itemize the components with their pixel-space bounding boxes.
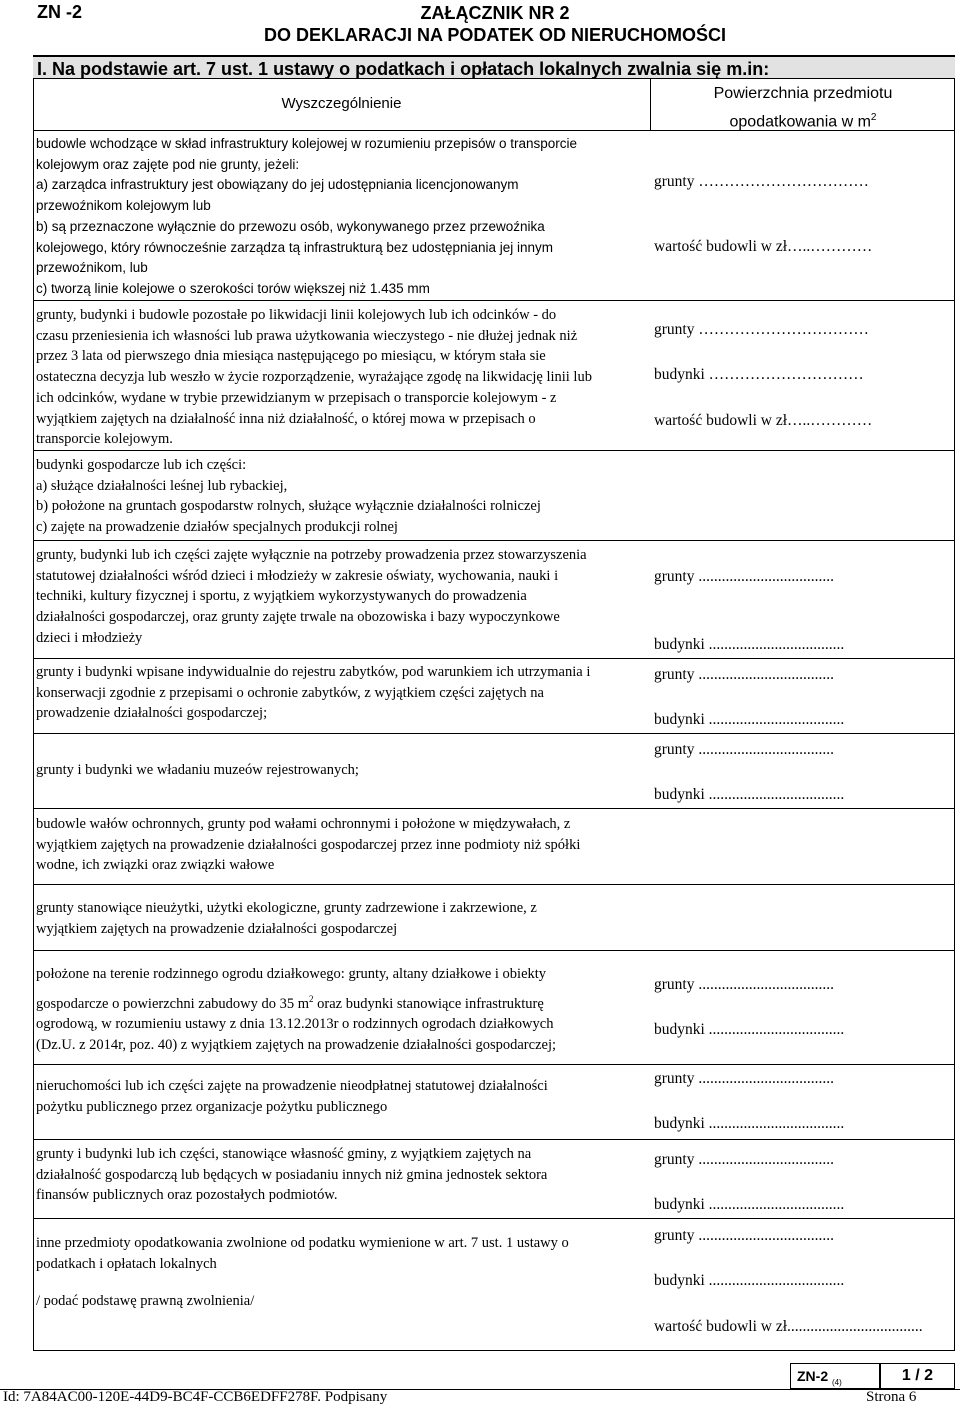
row-line: kolejowego, który równocześnie zarządza tą infrastrukturą bez udostępniania jej innym xyxy=(36,239,554,255)
field-grunty[interactable]: grunty ................................... xyxy=(654,976,834,993)
row-line: działalności gospodarczej, oraz grunty zajęte trwale na obozowiska i bazy wypoczynkowe xyxy=(36,609,560,626)
row-line: (Dz.U. z 2014r, poz. 40) z wyjątkiem zajętych na prowadzenie działalności gospodarczej; xyxy=(36,1036,557,1053)
row-divider xyxy=(33,1218,955,1219)
row-line: działalność gospodarczą lub będących w posiadaniu innych niż gmina jednostek sektora xyxy=(36,1166,548,1183)
footer-form-code xyxy=(790,1363,880,1389)
row-line: przez 3 lata od pierwszego dnia miesiąca następującego po miesiącu, w którym stała sie xyxy=(36,348,546,365)
field-budynki[interactable]: budynki ................................... xyxy=(654,1115,845,1132)
row-divider xyxy=(33,884,955,885)
row-line: inne przedmioty opodatkowania zwolnione od podatku wymienione w art. 7 ust. 1 ustawy o xyxy=(36,1235,569,1251)
row-public-benefit xyxy=(36,1076,648,1117)
row-line: ich odcinków, wydane w trybie przewidzianym w przepisach o transporcie kolejowym - z xyxy=(36,389,557,406)
field-budynki[interactable]: budynki ................................... xyxy=(654,1196,845,1213)
row-other-exemptions xyxy=(36,1233,648,1312)
row-line: przewoźnikom kolejowym lub xyxy=(36,198,211,214)
row-line: wyjątkiem zajętych na prowadzenie działalności gospodarczej przez inne podmioty niż spółki xyxy=(36,836,581,853)
row-line: prowadzenie działalności gospodarczej; xyxy=(36,705,268,722)
row-line: wyjątkiem zajętych na prowadzenie działalności gospodarczej xyxy=(36,920,398,937)
attachment-title-line2: DO DEKLARACJI NA PODATEK OD NIERUCHOMOŚCI xyxy=(263,25,726,45)
row-line: wyjątkiem zajętych na działalność inna niż działalność, o której mowa w przepisach o xyxy=(36,410,536,427)
row-line: techniki, kultury fizycznej i sportu, z wyjątkiem wykorzystywanych do prowadzenia xyxy=(36,588,527,605)
row-line: grunty, budynki i budowle pozostałe po likwidacji linii kolejowych lub ich odcinków - do xyxy=(36,307,557,323)
row-line: pożytku publicznego przez organizacje pożytku publicznego xyxy=(36,1098,388,1115)
row-line: podatkach i opłatach lokalnych xyxy=(36,1255,217,1272)
row-municipal-property xyxy=(36,1144,648,1206)
column-header-area-unit: opodatkowania w m xyxy=(729,113,871,131)
row-line: nieruchomości lub ich części zajęte na prowadzenie nieodpłatnej statutowej działalności xyxy=(36,1078,548,1094)
row-line-part: oraz budynki stanowiące infrastrukturę xyxy=(313,995,544,1012)
field-grunty[interactable]: grunty ................................... xyxy=(654,1070,834,1087)
column-header-area-line1: Powierzchnia przedmiotu xyxy=(713,85,893,102)
field-budynki[interactable]: budynki ................................... xyxy=(654,786,845,803)
row-flood-embankments xyxy=(36,814,648,876)
row-line: transporcie kolejowym. xyxy=(36,431,173,448)
column-header-area xyxy=(651,82,955,134)
row-divider xyxy=(33,300,955,301)
row-line: ogrodową, w rozumieniu ustawy z dnia 13.12.2013r o rodzinnych ogrodach działkowych xyxy=(36,1016,554,1033)
row-divider xyxy=(33,1139,955,1140)
column-header-area-sup: 2 xyxy=(870,112,877,123)
row-allotment-gardens xyxy=(36,964,648,1056)
field-grunty[interactable]: grunty ................................... xyxy=(654,1151,834,1168)
row-rail-infrastructure xyxy=(36,134,648,300)
field-grunty[interactable]: grunty ................................... xyxy=(654,741,834,758)
footer-page-of: 1 / 2 xyxy=(880,1363,955,1389)
row-line: statutowej działalności wśród dzieci i młodzieży w zakresie oświaty, wychowania, nauki i xyxy=(36,567,559,584)
row-line: b) położone na gruntach gospodarstw rolnych, służące wyłącznie działalności rolniczej xyxy=(36,498,541,515)
row-line: grunty stanowiące nieużytki, użytki ekologiczne, grunty zadrzewione i zakrzewione, z xyxy=(36,900,537,916)
row-associations xyxy=(36,545,648,649)
form-code: ZN -2 xyxy=(37,2,82,22)
row-line-sup: 2 xyxy=(309,993,314,1004)
section-title: I. Na podstawie art. 7 ust. 1 ustawy o podatkach i opłatach lokalnych zwalnia się m.in: xyxy=(33,55,955,79)
row-monuments xyxy=(36,662,648,724)
field-grunty[interactable]: grunty ................................... xyxy=(654,1227,834,1244)
row-divider xyxy=(33,450,955,451)
page-label: Strona 6 xyxy=(866,1389,917,1405)
row-line: a) zarządca infrastruktury jest obowiązany do jej udostępniania licencjonowanym xyxy=(36,177,519,193)
document-id: Id: 7A84AC00-120E-44D9-BC4F-CCB6EDFF278F. Podpisany xyxy=(3,1389,388,1405)
row-divider xyxy=(33,950,955,951)
row-line: a) służące działalności leśnej lub rybackiej, xyxy=(36,477,288,494)
field-grunty[interactable]: grunty ................................... xyxy=(654,666,834,683)
row-line: ostateczna decyzja lub weszło w życie rozporządzenie, wyrażające zgodę na likwidację linii lub xyxy=(36,369,592,386)
field-grunty[interactable]: grunty ................................... xyxy=(654,568,834,585)
row-divider xyxy=(33,1064,955,1065)
row-divider xyxy=(33,540,955,541)
row-divider xyxy=(33,808,955,809)
row-line: wodne, ich związki oraz związki wałowe xyxy=(36,857,275,874)
row-line: grunty i budynki lub ich części, stanowiące własność gminy, z wyjątkiem zajętych na xyxy=(36,1146,532,1162)
row-line: grunty, budynki lub ich części zajęte wyłącznie na potrzeby prowadzenia przez stowarzyszenia xyxy=(36,547,587,563)
field-wartosc-budowli[interactable]: wartość budowli w zł................................... xyxy=(654,1318,923,1335)
attachment-title-line1: ZAŁĄCZNIK NR 2 xyxy=(420,3,570,23)
field-budynki[interactable]: budynki ………………………… xyxy=(654,366,864,383)
field-budynki[interactable]: budynki ................................... xyxy=(654,1021,845,1038)
row-line: c) zajęte na prowadzenie działów specjalnych produkcji rolnej xyxy=(36,519,398,536)
row-line-part: gospodarcze o powierzchni zabudowy do 35 m xyxy=(36,995,310,1012)
column-header-description: Wyszczególnienie xyxy=(281,95,402,112)
row-line: położone na terenie rodzinnego ogrodu działkowego: grunty, altany działkowe i obiekty xyxy=(36,966,547,982)
row-line: c) tworzą linie kolejowe o szerokości torów większej niż 1.435 mm xyxy=(36,280,430,296)
row-line: budowle wchodzące w skład infrastruktury kolejowej w rozumieniu przepisów o transporcie xyxy=(36,136,577,151)
row-line: czasu przeniesienia ich własności lub prawa użytkowania wieczystego - nie dłużej jednak niż xyxy=(36,327,578,344)
footer-form-code-text: ZN-2 xyxy=(797,1368,829,1384)
field-budynki[interactable]: budynki ................................... xyxy=(654,636,845,653)
row-divider xyxy=(33,733,955,734)
row-line: budowle wałów ochronnych, grunty pod wałami ochronnymi i położone w międzywałach, z xyxy=(36,816,571,832)
footer-form-version: (4) xyxy=(832,1377,842,1387)
column-header-area-line2 xyxy=(651,106,955,134)
row-line: budynki gospodarcze lub ich części: xyxy=(36,457,247,473)
row-line: konserwacji zgodnie z przepisami o ochronie zabytków, z wyjątkiem części zajętych na xyxy=(36,684,544,701)
field-grunty[interactable]: grunty …………………………… xyxy=(654,173,869,190)
row-line: przewoźnikom, lub xyxy=(36,260,148,276)
row-divider xyxy=(33,658,955,659)
field-wartosc-budowli[interactable]: wartość budowli w zł…..………… xyxy=(654,412,873,429)
row-wasteland xyxy=(36,898,648,939)
row-line xyxy=(36,989,648,1015)
row-museums xyxy=(36,760,648,781)
row-line: grunty i budynki we władaniu muzeów rejestrowanych; xyxy=(36,762,359,778)
row-line: kolejowym oraz zajęte pod nie grunty, jeżeli: xyxy=(36,156,300,172)
field-wartosc-budowli[interactable]: wartość budowli w zł…..………… xyxy=(654,238,873,255)
row-line: dzieci i młodzieży xyxy=(36,629,143,646)
row-line: finansów publicznych oraz pozostałych podmiotów. xyxy=(36,1187,338,1204)
row-line: b) są przeznaczone wyłącznie do przewozu osób, wykonywanego przez przewoźnika xyxy=(36,218,545,234)
field-budynki[interactable]: budynki ................................... xyxy=(654,711,845,728)
row-farm-buildings xyxy=(36,455,648,538)
row-line: grunty i budynki wpisane indywidualnie do rejestru zabytków, pod warunkiem ich utrzymania i xyxy=(36,664,591,680)
field-budynki[interactable]: budynki ................................... xyxy=(654,1272,845,1289)
row-liquidated-rail-lines xyxy=(36,305,648,450)
row-line-legal-basis: / podać podstawę prawną zwolnienia/ xyxy=(36,1293,255,1310)
field-grunty[interactable]: grunty …………………………… xyxy=(654,321,869,338)
attachment-title xyxy=(0,2,960,46)
